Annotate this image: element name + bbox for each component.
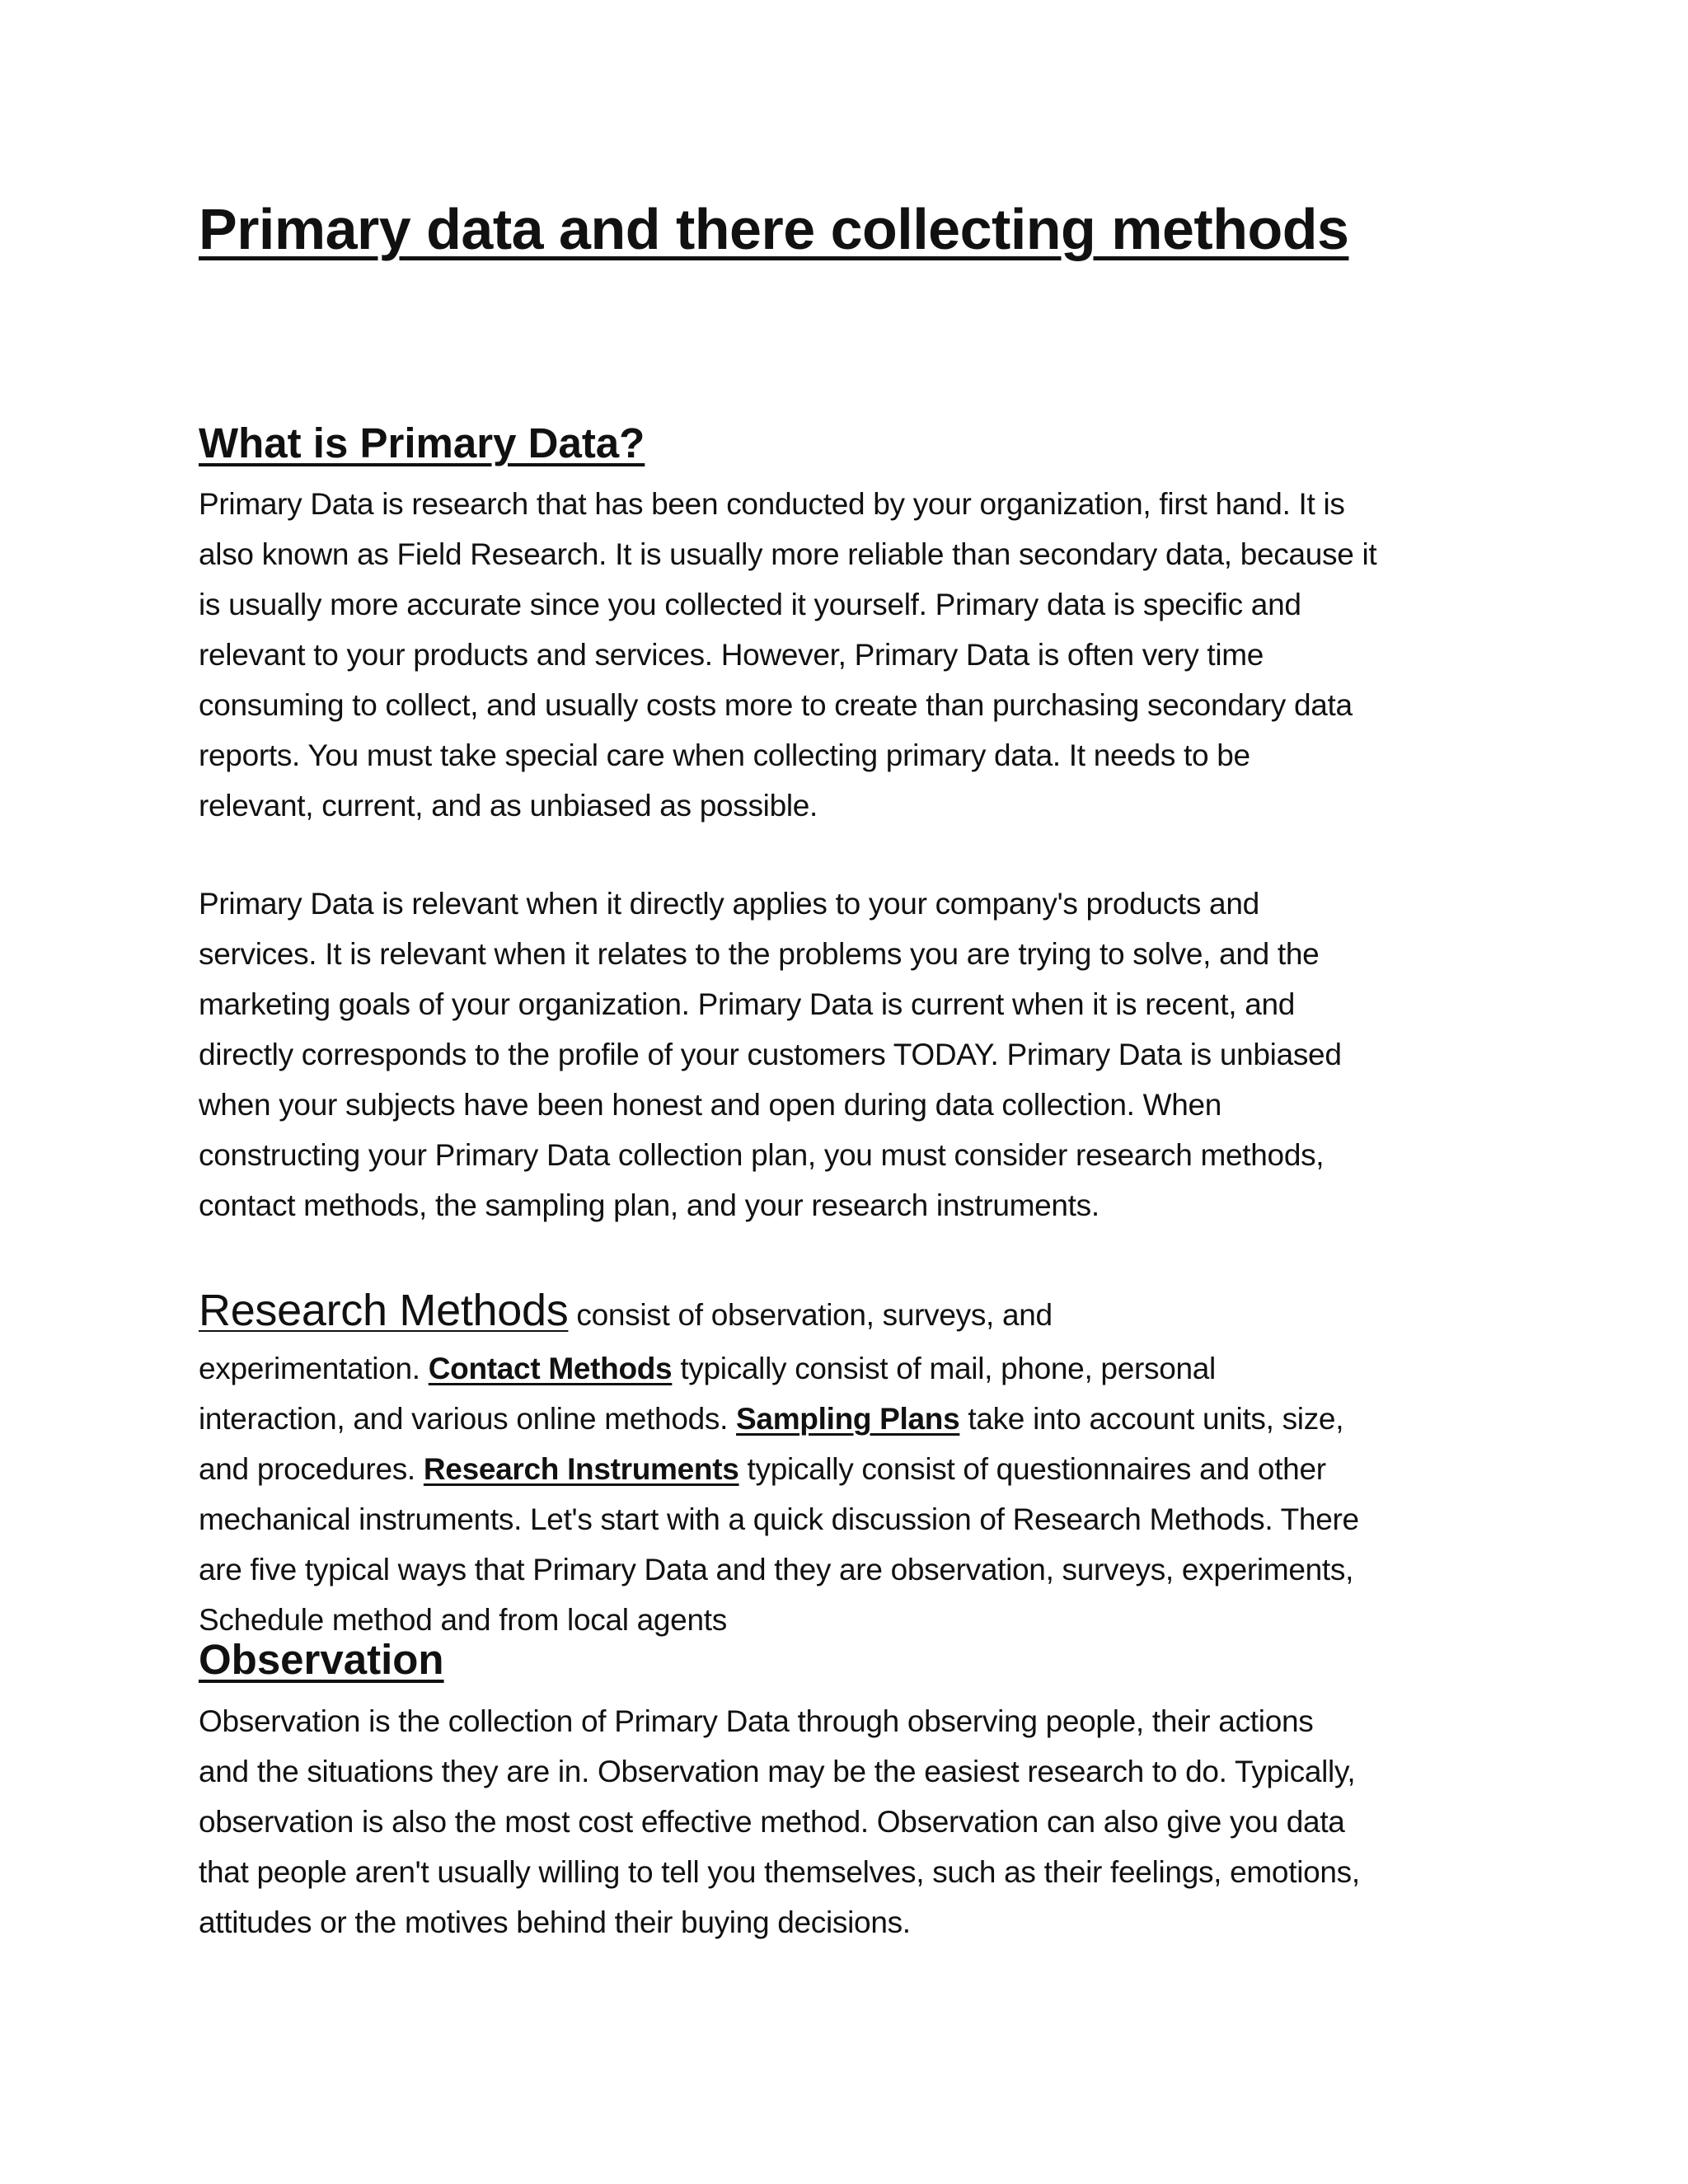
research-methods-label: Research Methods — [199, 1286, 569, 1335]
text-line: attitudes or the motives behind their buying decisions. — [199, 1905, 911, 1939]
text-line: Primary Data is research that has been conducted by your organization, first hand. It is — [199, 487, 1345, 521]
text-fragment: typically consist of questionnaires and other — [738, 1452, 1326, 1486]
text-line: relevant to your products and services. However, Primary Data is often very time — [199, 638, 1264, 672]
text-line: are five typical ways that Primary Data and they are observation, surveys, experiments, — [199, 1553, 1354, 1586]
text-line: reports. You must take special care when collecting primary data. It needs to be — [199, 738, 1250, 772]
text-line: services. It is relevant when it relates to the problems you are trying to solve, and the — [199, 937, 1320, 971]
sampling-plans-label: Sampling Plans — [736, 1402, 960, 1436]
text-line: is usually more accurate since you collected it yourself. Primary data is specific and — [199, 588, 1301, 621]
text-fragment: take into account units, size, — [959, 1402, 1344, 1436]
text-fragment: interaction, and various online methods. — [199, 1402, 737, 1436]
text-line: observation is also the most cost effective method. Observation can also give you data — [199, 1805, 1345, 1839]
paragraph-primary-data-relevance — [199, 879, 1501, 1230]
text-line: when your subjects have been honest and open during data collection. When — [199, 1088, 1222, 1122]
contact-methods-label: Contact Methods — [428, 1352, 673, 1385]
text-fragment: experimentation. — [199, 1352, 429, 1385]
text-line: also known as Field Research. It is usually more reliable than secondary data, because it — [199, 537, 1377, 571]
paragraph-research-methods — [199, 1343, 1501, 1645]
paragraph-observation — [199, 1696, 1501, 1947]
text-line: that people aren't usually willing to tell you themselves, such as their feelings, emotions, — [199, 1855, 1360, 1889]
paragraph-primary-data-definition — [199, 479, 1501, 831]
heading-what-is-primary-data: What is Primary Data? — [199, 419, 645, 466]
text-line: constructing your Primary Data collection plan, you must consider research methods, — [199, 1138, 1325, 1172]
heading-observation: Observation — [199, 1636, 444, 1683]
research-instruments-label: Research Instruments — [423, 1452, 739, 1486]
text-line: Observation is the collection of Primary Data through observing people, their actions — [199, 1704, 1314, 1738]
text-line: directly corresponds to the profile of your customers TODAY. Primary Data is unbiased — [199, 1038, 1342, 1071]
text-fragment: consist of observation, surveys, and — [568, 1298, 1053, 1332]
text-line: relevant, current, and as unbiased as possible. — [199, 789, 818, 823]
text-line: consuming to collect, and usually costs more to create than purchasing secondary data — [199, 688, 1353, 722]
research-methods-lead-line — [199, 1282, 1501, 1343]
text-fragment: typically consist of mail, phone, personal — [672, 1352, 1216, 1385]
text-line: marketing goals of your organization. Primary Data is current when it is recent, and — [199, 987, 1296, 1021]
text-line: contact methods, the sampling plan, and your research instruments. — [199, 1188, 1100, 1222]
text-line: and the situations they are in. Observation may be the easiest research to do. Typically, — [199, 1755, 1356, 1788]
document-title: Primary data and there collecting methods — [199, 197, 1349, 261]
text-line: mechanical instruments. Let's start with a quick discussion of Research Methods. There — [199, 1502, 1359, 1536]
text-line: Primary Data is relevant when it directly applies to your company's products and — [199, 887, 1259, 921]
text-line: Schedule method and from local agents — [199, 1603, 727, 1637]
text-fragment: and procedures. — [199, 1452, 424, 1486]
